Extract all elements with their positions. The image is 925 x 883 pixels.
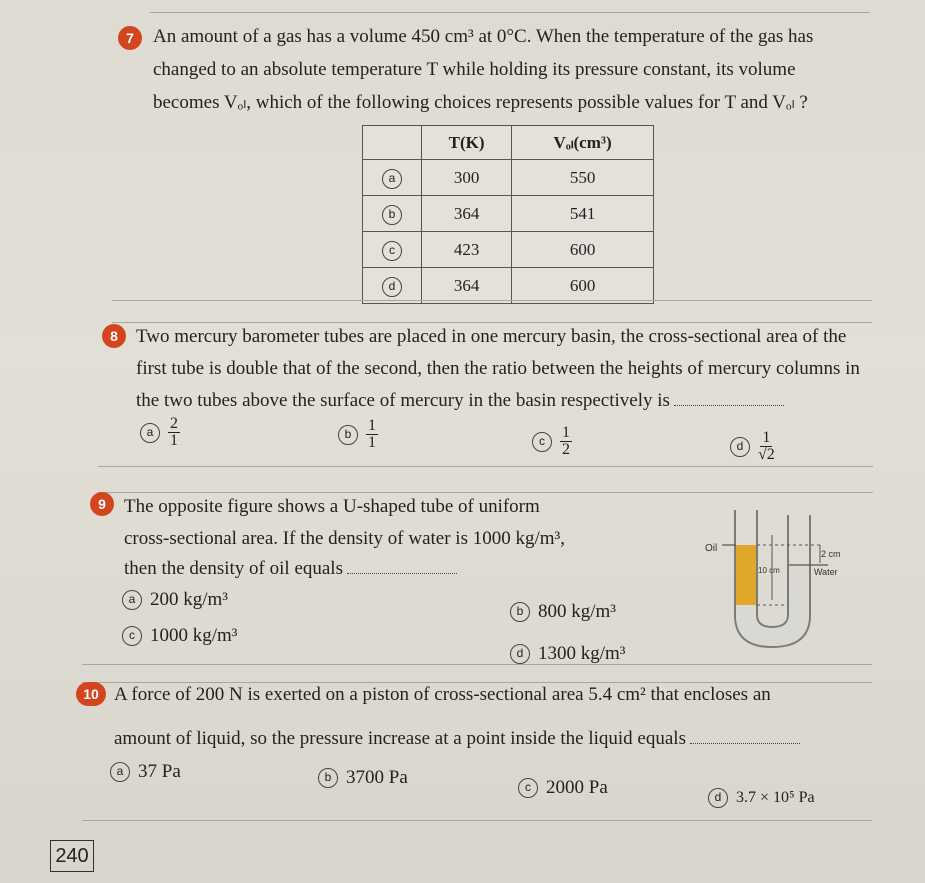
- option-text: 1300 kg/m³: [538, 643, 626, 664]
- fraction: [758, 430, 775, 463]
- option-text: 2000 Pa: [546, 777, 608, 798]
- table-header-row: [363, 126, 654, 160]
- table-cell-label: [363, 196, 422, 232]
- table-cell-t: 300: [422, 160, 512, 196]
- answer-blank: [690, 743, 800, 744]
- fraction-denominator: 1: [170, 432, 178, 449]
- q9-text-line-3: [124, 556, 457, 582]
- table-cell-v: 600: [512, 268, 654, 304]
- option-text: 200 kg/m³: [150, 589, 229, 610]
- fraction-numerator: 1: [368, 417, 376, 434]
- choice-label-a: a: [140, 423, 160, 443]
- table-row[interactable]: [363, 160, 654, 196]
- divider: [98, 492, 873, 493]
- q9-text-line-3-content: then the density of oil equals: [124, 558, 343, 579]
- fraction-numerator: 1: [562, 424, 570, 441]
- fraction-numerator: 1: [762, 429, 771, 446]
- q9-text-line-1: The opposite figure shows a U-shaped tube of uniform: [124, 496, 540, 517]
- fraction-denominator: 2: [562, 441, 570, 458]
- q8-option-a[interactable]: [140, 416, 180, 449]
- option-text: 37 Pa: [138, 761, 181, 782]
- gap-label: 2 cm: [821, 549, 841, 559]
- table-cell-label: [363, 232, 422, 268]
- divider: [150, 12, 870, 13]
- table-row[interactable]: [363, 196, 654, 232]
- choice-label-a: a: [382, 169, 402, 189]
- q9-option-d[interactable]: [510, 642, 626, 666]
- q7-choices-table: [362, 125, 654, 304]
- choice-label-b: b: [510, 602, 530, 622]
- choice-label-a: a: [122, 590, 142, 610]
- table-cell-v: 550: [512, 160, 654, 196]
- q9-option-c[interactable]: [122, 624, 238, 648]
- option-text: 3.7 × 10⁵ Pa: [736, 789, 815, 806]
- table-cell-label: [363, 268, 422, 304]
- oil-height-label: 10 cm: [758, 566, 780, 575]
- choice-label-c: c: [532, 432, 552, 452]
- water-label: Water: [814, 567, 838, 577]
- table-row[interactable]: [363, 268, 654, 304]
- q8-text-line-1: Two mercury barometer tubes are placed in one mercury basin, the cross-sectional area of the: [136, 326, 847, 347]
- divider: [98, 466, 873, 467]
- q9-option-b[interactable]: [510, 600, 616, 624]
- page-number: 240: [50, 840, 94, 872]
- choice-label-b: b: [338, 425, 358, 445]
- choice-label-c: c: [122, 626, 142, 646]
- divider: [112, 300, 872, 301]
- q8-option-b[interactable]: [338, 418, 378, 451]
- q10-option-c[interactable]: [518, 776, 608, 800]
- fraction: [366, 418, 378, 451]
- table-header-corner: [363, 126, 422, 160]
- oil-label: Oil: [705, 543, 718, 554]
- question-number-10: 10: [76, 682, 106, 706]
- table-cell-t: 364: [422, 268, 512, 304]
- q9-text-line-2: cross-sectional area. If the density of water is 1000 kg/m³,: [124, 528, 565, 549]
- q8-option-d[interactable]: [730, 430, 775, 463]
- question-number-9: 9: [90, 492, 114, 516]
- q10-option-d[interactable]: [708, 786, 815, 810]
- q8-option-c[interactable]: [532, 425, 572, 458]
- choice-label-b: b: [318, 768, 338, 788]
- fraction-denominator: 1: [368, 434, 376, 451]
- q7-text-line-1: An amount of a gas has a volume 450 cm³ at 0°C. When the temperature of the gas has: [153, 26, 814, 47]
- divider: [82, 664, 872, 665]
- choice-label-d: d: [708, 788, 728, 808]
- choice-label-b: b: [382, 205, 402, 225]
- q8-text-line-3: [136, 388, 784, 414]
- choice-label-d: d: [730, 437, 750, 457]
- table-cell-t: 364: [422, 196, 512, 232]
- choice-label-d: d: [510, 644, 530, 664]
- answer-blank: [674, 405, 784, 406]
- divider: [112, 322, 872, 323]
- choice-label-c: c: [382, 241, 402, 261]
- q7-text-line-3: becomes Vₒₗ, which of the following choices represents possible values for T and Vₒₗ ?: [153, 92, 808, 113]
- choice-label-d: d: [382, 277, 402, 297]
- answer-blank: [347, 573, 457, 574]
- option-text: 1000 kg/m³: [150, 625, 238, 646]
- table-row[interactable]: [363, 232, 654, 268]
- choice-label-c: c: [518, 778, 538, 798]
- fraction-denominator: √2: [758, 446, 775, 463]
- q7-text-line-2: changed to an absolute temperature T while holding its pressure constant, its volume: [153, 59, 796, 80]
- q10-text-line-1: A force of 200 N is exerted on a piston of cross-sectional area 5.4 cm² that encloses an: [114, 684, 771, 705]
- option-text: 800 kg/m³: [538, 601, 617, 622]
- divider: [82, 820, 872, 821]
- q8-text-line-3-content: the two tubes above the surface of mercury in the basin respectively is: [136, 390, 670, 411]
- u-tube-figure: [700, 505, 870, 655]
- table-cell-v: 541: [512, 196, 654, 232]
- q10-text-line-2: [114, 726, 800, 752]
- table-cell-v: 600: [512, 232, 654, 268]
- table-cell-label: [363, 160, 422, 196]
- table-header-v: Vₒₗ(cm³): [512, 126, 654, 160]
- q10-text-line-2-content: amount of liquid, so the pressure increase at a point inside the liquid equals: [114, 728, 686, 749]
- fraction: [560, 425, 572, 458]
- choice-label-a: a: [110, 762, 130, 782]
- table-header-t: T(K): [422, 126, 512, 160]
- fraction: [168, 416, 180, 449]
- fraction-numerator: 2: [170, 415, 178, 432]
- q10-option-b[interactable]: [318, 766, 408, 790]
- question-number-7: 7: [118, 26, 142, 50]
- question-number-8: 8: [102, 324, 126, 348]
- q9-option-a[interactable]: [122, 588, 228, 612]
- oil-column: [736, 545, 756, 605]
- q10-option-a[interactable]: [110, 760, 181, 784]
- table-cell-t: 423: [422, 232, 512, 268]
- option-text: 3700 Pa: [346, 767, 408, 788]
- q8-text-line-2: first tube is double that of the second, then the ratio between the heights of mercury columns in: [136, 358, 860, 379]
